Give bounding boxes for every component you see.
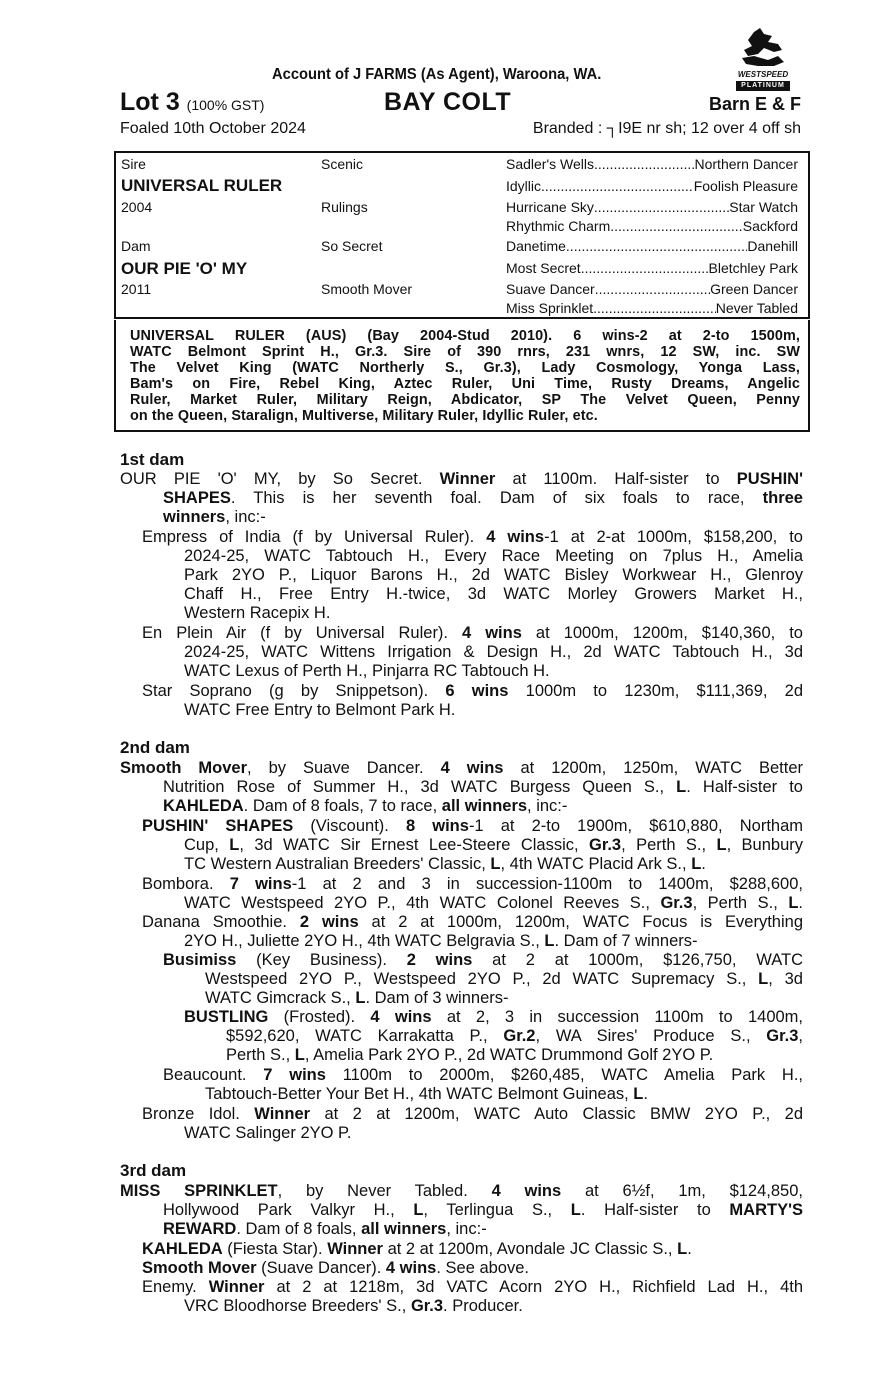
pedigree-text-line: REWARD. Dam of 8 foals, all winners, inc:-: [163, 1220, 487, 1238]
sire-year: 2004: [121, 199, 153, 215]
barn-location: Barn E & F: [708, 94, 801, 114]
sire-summary-line: Ruler, Market Ruler, Military Reign, Abdicator, SP The Velvet Queen, Penny: [130, 392, 800, 408]
pedigree-text-line: Beaucount. 7 wins 1100m to 2000m, $260,485, WATC Amelia Park H.,: [163, 1066, 803, 1084]
pedigree-row: Suave Dancer ..... Green Dancer: [506, 281, 798, 297]
pedigree-text-line: Busimiss (Key Business). 2 wins at 2 at 1000m, $126,750, WATC: [163, 951, 804, 969]
pedigree-text-line: Bronze Idol. Winner at 2 at 1200m, WATC Auto Classic BMW 2YO P., 2d: [142, 1105, 804, 1123]
pedigree-text-line: $592,620, WATC Karrakatta P., Gr.2, WA Sires' Produce S., Gr.3,: [226, 1027, 803, 1045]
pedigree-text-line: Westspeed 2YO P., Westspeed 2YO P., 2d WATC Supremacy S., L, 3d: [205, 970, 803, 988]
third-dam-heading: 3rd dam: [120, 1161, 187, 1180]
dam-year: 2011: [121, 281, 152, 297]
pedigree-text-line: Cup, L, 3d WATC Sir Ernest Lee-Steere Classic, Gr.3, Perth S., L, Bunbury: [184, 836, 804, 854]
pedigree-text-line: WATC Lexus of Perth H., Pinjarra RC Tabtouch H.: [184, 662, 550, 680]
pedigree-text-line: Empress of India (f by Universal Ruler). 4 wins-1 at 2-at 1000m, $158,200, to: [142, 528, 803, 546]
sire-name: UNIVERSAL RULER: [121, 176, 283, 195]
pedigree-text-line: Nutrition Rose of Summer H., 3d WATC Burgess Queen S., L. Half-sister to: [163, 778, 803, 796]
pedigree-text-line: Western Racepix H.: [184, 604, 331, 622]
catalogue-body: [120, 0, 803, 1373]
pedigree-text-line: Danana Smoothie. 2 wins at 2 at 1000m, 1200m, WATC Focus is Everything: [142, 913, 803, 931]
pedigree-text-line: Smooth Mover, by Suave Dancer. 4 wins at 1200m, 1250m, WATC Better: [120, 759, 804, 777]
pedigree-text-line: KAHLEDA. Dam of 8 foals, 7 to race, all winners, inc:-: [163, 797, 568, 815]
pedigree-text-line: BUSTLING (Frosted). 4 wins at 2, 3 in succession 1100m to 1400m,: [184, 1008, 803, 1026]
sire-label: Sire: [121, 156, 146, 172]
pedigree-text-line: 2024-25, WATC Tabtouch H., Every Race Meeting on 7plus H., Amelia: [184, 547, 803, 565]
pedigree-text-line: Chaff H., Free Entry H.-twice, 3d WATC Morley Growers Market H.,: [184, 585, 803, 603]
pedigree-row: Most Secret ..... Bletchley Park: [506, 260, 798, 276]
logo-sub: PLATINUM: [736, 81, 790, 91]
pedigree-text-line: WATC Gimcrack S., L. Dam of 3 winners-: [205, 989, 509, 1007]
sire-dam: Rulings: [321, 199, 368, 215]
foaled-date: Foaled 10th October 2024: [120, 120, 306, 137]
pedigree-text-line: 2YO H., Juliette 2YO H., 4th WATC Belgravia S., L. Dam of 7 winners-: [184, 932, 698, 950]
pedigree-text-line: winners, inc:-: [163, 508, 266, 526]
pedigree-text-line: SHAPES. This is her seventh foal. Dam of six foals to race, three: [163, 489, 803, 507]
pedigree-text-line: Park 2YO P., Liquor Barons H., 2d WATC Bisley Workwear H., Glenroy: [184, 566, 803, 584]
pedigree-text-line: PUSHIN' SHAPES (Viscount). 8 wins-1 at 2-to 1900m, $610,880, Northam: [142, 817, 803, 835]
vendor-account: Account of J FARMS (As Agent), Waroona, WA.: [272, 66, 602, 83]
pedigree-text-line: Tabtouch-Better Your Bet H., 4th WATC Belmont Guineas, L.: [205, 1085, 648, 1103]
pedigree-text-line: Star Soprano (g by Snippetson). 6 wins 1000m to 1230m, $111,369, 2d: [142, 682, 804, 700]
first-dam-heading: 1st dam: [120, 450, 185, 469]
pedigree-text-line: WATC Free Entry to Belmont Park H.: [184, 701, 456, 719]
second-dam-heading: 2nd dam: [120, 738, 190, 757]
pedigree-row: Rhythmic Charm ..... Sackford: [506, 218, 798, 234]
pedigree-text-line: 2024-25, WATC Wittens Irrigation & Design H., 2d WATC Tabtouch H., 3d: [184, 643, 803, 661]
lot-label: Lot 3: [120, 88, 180, 116]
pedigree-text-line: Hollywood Park Valkyr H., L, Terlingua S., L. Half-sister to MARTY'S: [163, 1201, 804, 1219]
brand-marks: Branded : ┐I9E nr sh; 12 over 4 off sh: [532, 120, 801, 137]
pedigree-text-line: Bombora. 7 wins-1 at 2 and 3 in succession-1100m to 1400m, $288,600,: [142, 875, 803, 893]
dam-name: OUR PIE 'O' MY: [121, 259, 248, 278]
pedigree-text-line: Perth S., L, Amelia Park 2YO P., 2d WATC Drummond Golf 2YO P.: [226, 1046, 714, 1064]
dam-dam: Smooth Mover: [321, 281, 413, 297]
pedigree-text-line: Enemy. Winner at 2 at 1218m, 3d VATC Acorn 2YO H., Richfield Lad H., 4th: [142, 1278, 804, 1296]
pedigree-row: Hurricane Sky ..... Star Watch: [506, 199, 798, 215]
pedigree-row: Sadler's Wells ..... Northern Dancer: [506, 156, 798, 172]
gst-note: (100% GST): [186, 97, 265, 113]
sire-summary-line: UNIVERSAL RULER (AUS) (Bay 2004-Stud 2010). 6 wins-2 at 2-to 1500m,: [130, 328, 800, 344]
pedigree-text-line: WATC Salinger 2YO P.: [184, 1124, 352, 1142]
pedigree-row: Miss Sprinklet ..... Never Tabled: [506, 300, 798, 316]
sire-summary-line: Bam's on Fire, Rebel King, Aztec Ruler, Uni Time, Rusty Dreams, Angelic: [130, 376, 800, 392]
pedigree-text-line: WATC Westspeed 2YO P., 4th WATC Colonel Reeves S., Gr.3, Perth S., L.: [184, 894, 803, 912]
dam-sire: So Secret: [321, 238, 383, 254]
horse-sex-colour: BAY COLT: [384, 88, 512, 116]
pedigree-row: Danetime ..... Danehill: [506, 238, 798, 254]
pedigree-text-line: VRC Bloodhorse Breeders' S., Gr.3. Producer.: [184, 1297, 523, 1315]
pedigree-text-line: En Plein Air (f by Universal Ruler). 4 wins at 1000m, 1200m, $140,360, to: [142, 624, 803, 642]
sire-summary-line: The Velvet King (WATC Northerly S., Gr.3), Lady Cosmology, Yonga Lass,: [130, 360, 800, 376]
pedigree-row: Idyllic ..... Foolish Pleasure: [506, 178, 798, 194]
pedigree-text-line: MISS SPRINKLET, by Never Tabled. 4 wins at 6½f, 1m, $124,850,: [120, 1182, 803, 1200]
logo-text: WESTSPEED: [737, 70, 789, 79]
dam-label: Dam: [121, 238, 151, 254]
pedigree-text-line: OUR PIE 'O' MY, by So Secret. Winner at 1100m. Half-sister to PUSHIN': [120, 470, 804, 488]
sire-summary-line: on the Queen, Staralign, Multiverse, Military Ruler, Idyllic Ruler, etc.: [130, 408, 598, 424]
pedigree-text-line: KAHLEDA (Fiesta Star). Winner at 2 at 1200m, Avondale JC Classic S., L.: [142, 1240, 692, 1258]
sire-summary-line: WATC Belmont Sprint H., Gr.3. Sire of 390 rnrs, 231 wnrs, 12 SW, inc. SW: [130, 344, 800, 360]
sire-sire: Scenic: [321, 156, 364, 172]
pedigree-text-line: Smooth Mover (Suave Dancer). 4 wins. See above.: [142, 1259, 529, 1277]
pedigree-text-line: TC Western Australian Breeders' Classic, L, 4th WATC Placid Ark S., L.: [184, 855, 706, 873]
